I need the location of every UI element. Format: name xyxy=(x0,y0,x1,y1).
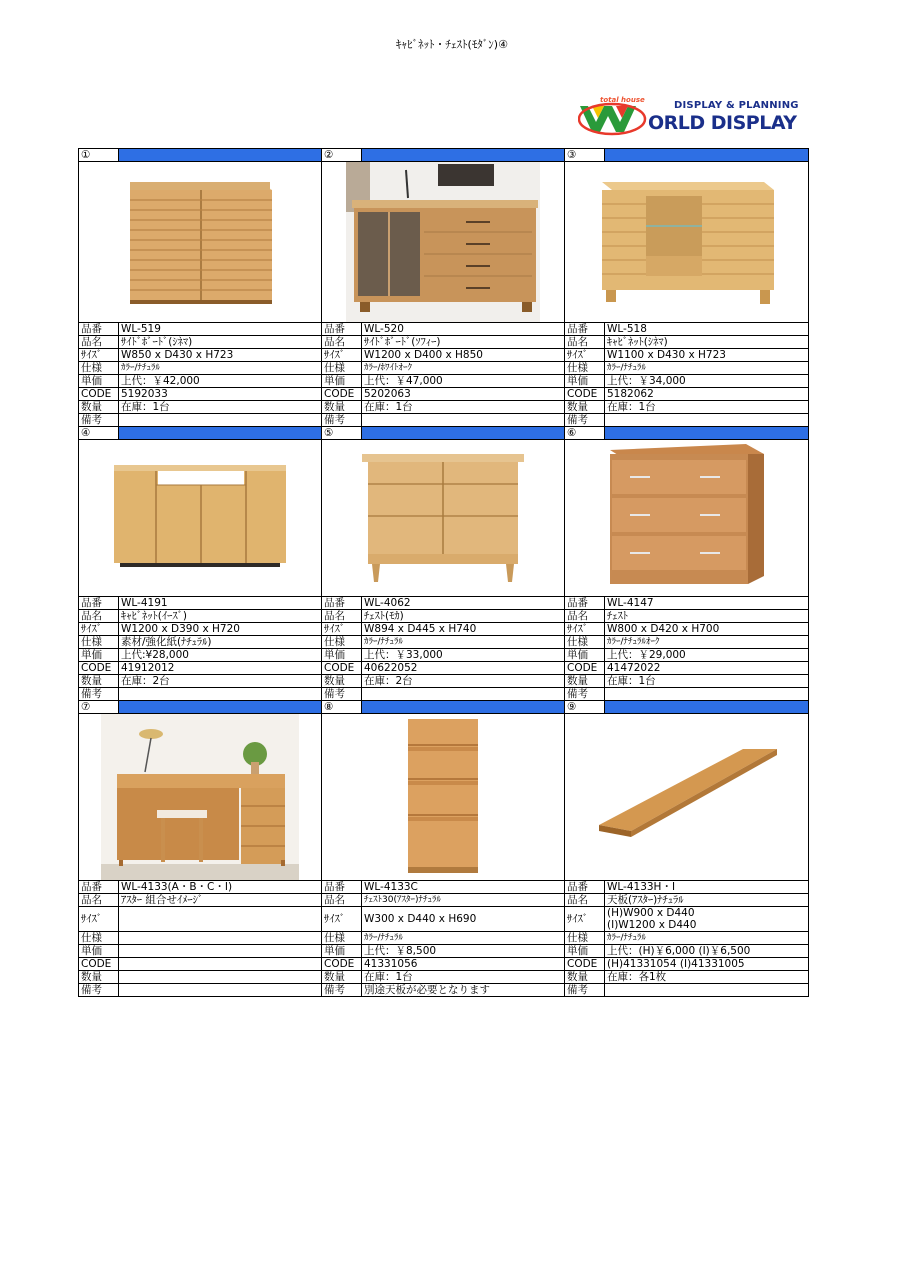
product-image-cell xyxy=(322,714,565,881)
item-number: ② xyxy=(322,149,362,162)
product-name: ｻｲﾄﾞﾎﾞｰﾄﾞ(ｿﾌｨｰ) xyxy=(362,336,565,349)
product-spec: ｶﾗｰ/ﾅﾁｭﾗﾙｵｰｸ xyxy=(605,636,809,649)
number-row xyxy=(79,427,809,440)
label: 備考 xyxy=(565,688,605,701)
label: 数量 xyxy=(79,401,119,414)
label: 品番 xyxy=(322,597,362,610)
tabletop-aster-image xyxy=(595,745,779,849)
label: CODE xyxy=(565,662,605,675)
product-size xyxy=(605,907,809,932)
product-quantity: 在庫：2台 xyxy=(362,675,565,688)
page-title: ｷｬﾋﾞﾈｯﾄ・ﾁｪｽﾄ(ﾓﾀﾞﾝ)④ xyxy=(396,38,508,51)
product-number: WL-4133(A・B・C・I) xyxy=(119,881,322,894)
product-name: ﾁｪｽﾄ30(ｱｽﾀｰ)ﾅﾁｭﾗﾙ xyxy=(362,894,565,907)
field-row xyxy=(79,688,809,701)
label: CODE xyxy=(565,388,605,401)
logo-subtitle: DISPLAY & PLANNING xyxy=(674,100,799,111)
product-name: ﾁｪｽﾄ xyxy=(605,610,809,623)
product-remarks xyxy=(119,414,322,427)
label: 備考 xyxy=(322,414,362,427)
label: 数量 xyxy=(79,675,119,688)
sideboard-cinema-image xyxy=(120,172,280,312)
label: 数量 xyxy=(322,401,362,414)
product-size: W300 x D440 x H690 xyxy=(362,907,565,932)
label: 数量 xyxy=(565,971,605,984)
label: CODE xyxy=(322,388,362,401)
field-row xyxy=(79,388,809,401)
product-sheet xyxy=(78,148,809,997)
product-quantity: 在庫：2台 xyxy=(119,675,322,688)
product-image-cell xyxy=(322,162,565,323)
product-image-cell xyxy=(565,162,809,323)
label: CODE xyxy=(79,958,119,971)
field-row xyxy=(79,414,809,427)
product-spec xyxy=(119,932,322,945)
product-size: W1200 x D390 x H720 xyxy=(119,623,322,636)
label: 単価 xyxy=(322,945,362,958)
label: 単価 xyxy=(79,375,119,388)
product-image-cell xyxy=(322,440,565,597)
label: 仕様 xyxy=(322,362,362,375)
product-size-line: (H)W900 x D440 xyxy=(607,907,695,919)
label: 備考 xyxy=(565,984,605,997)
product-name: ｷｬﾋﾞﾈｯﾄ(ｲｰｽﾞ) xyxy=(119,610,322,623)
header-bar xyxy=(362,427,565,440)
chest-moka-image xyxy=(360,450,526,586)
product-image-cell xyxy=(79,714,322,881)
header-bar xyxy=(362,149,565,162)
label: CODE xyxy=(322,958,362,971)
field-row xyxy=(79,907,809,932)
label: 単価 xyxy=(565,945,605,958)
product-price: 上代：￥8,500 xyxy=(362,945,565,958)
product-name: 天板(ｱｽﾀｰ)ﾅﾁｭﾗﾙ xyxy=(605,894,809,907)
label: 単価 xyxy=(79,945,119,958)
field-row xyxy=(79,401,809,414)
aster-combination-image xyxy=(101,714,299,880)
product-size: W1100 x D430 x H723 xyxy=(605,349,809,362)
product-number: WL-4191 xyxy=(119,597,322,610)
field-row xyxy=(79,610,809,623)
product-size: W800 x D420 x H700 xyxy=(605,623,809,636)
product-spec: ｶﾗｰ/ﾅﾁｭﾗﾙ xyxy=(605,932,809,945)
number-row xyxy=(79,701,809,714)
label: 備考 xyxy=(79,984,119,997)
product-price: 上代：￥34,000 xyxy=(605,375,809,388)
sideboard-sophie-image xyxy=(346,162,540,322)
field-row xyxy=(79,894,809,907)
field-row xyxy=(79,881,809,894)
product-image-cell xyxy=(79,440,322,597)
product-number: WL-518 xyxy=(605,323,809,336)
field-row xyxy=(79,649,809,662)
product-quantity: 在庫：1台 xyxy=(362,971,565,984)
label: 仕様 xyxy=(565,932,605,945)
label: ｻｲｽﾞ xyxy=(565,623,605,636)
label: 備考 xyxy=(322,984,362,997)
field-row xyxy=(79,945,809,958)
field-row xyxy=(79,958,809,971)
label: 仕様 xyxy=(79,636,119,649)
chest-image xyxy=(606,440,768,596)
label: 品番 xyxy=(565,323,605,336)
label: 仕様 xyxy=(565,636,605,649)
label: ｻｲｽﾞ xyxy=(79,349,119,362)
field-row xyxy=(79,636,809,649)
product-quantity: 在庫：1台 xyxy=(605,401,809,414)
label: ｻｲｽﾞ xyxy=(565,349,605,362)
wd-logo-icon xyxy=(578,102,650,136)
item-number: ⑦ xyxy=(79,701,119,714)
field-row xyxy=(79,662,809,675)
product-remarks xyxy=(605,414,809,427)
field-row xyxy=(79,336,809,349)
product-size-line: (I)W1200 x D440 xyxy=(607,919,697,931)
label: ｻｲｽﾞ xyxy=(79,907,119,932)
product-remarks xyxy=(362,414,565,427)
field-row xyxy=(79,362,809,375)
cabinet-ease-image xyxy=(112,463,288,573)
logo-wordmark: ORLD DISPLAY xyxy=(648,112,797,134)
product-spec: ｶﾗｰ/ﾅﾁｭﾗﾙ xyxy=(605,362,809,375)
label: 備考 xyxy=(79,414,119,427)
label: 備考 xyxy=(322,688,362,701)
product-name: ﾁｪｽﾄ(ﾓｶ) xyxy=(362,610,565,623)
label: 品名 xyxy=(322,336,362,349)
product-quantity: 在庫：1台 xyxy=(119,401,322,414)
label: ｻｲｽﾞ xyxy=(322,907,362,932)
image-row xyxy=(79,714,809,881)
product-size: W850 x D430 x H723 xyxy=(119,349,322,362)
header-bar xyxy=(119,149,322,162)
product-price: 上代：￥33,000 xyxy=(362,649,565,662)
product-remarks xyxy=(119,688,322,701)
label: 仕様 xyxy=(322,932,362,945)
label: 品番 xyxy=(565,597,605,610)
product-remarks: 別途天板が必要となります xyxy=(362,984,565,997)
label: 備考 xyxy=(79,688,119,701)
label: 品番 xyxy=(322,323,362,336)
number-row xyxy=(79,149,809,162)
label: 仕様 xyxy=(565,362,605,375)
label: CODE xyxy=(322,662,362,675)
label: ｻｲｽﾞ xyxy=(322,349,362,362)
product-spec: ｶﾗｰ/ﾅﾁｭﾗﾙ xyxy=(119,362,322,375)
chest30-aster-image xyxy=(406,717,480,877)
label: 品名 xyxy=(322,894,362,907)
product-spec: ｶﾗｰ/ﾅﾁｭﾗﾙ xyxy=(362,636,565,649)
label: 仕様 xyxy=(322,636,362,649)
label: 品番 xyxy=(322,881,362,894)
product-remarks xyxy=(362,688,565,701)
label: 数量 xyxy=(79,971,119,984)
field-row xyxy=(79,323,809,336)
field-row xyxy=(79,375,809,388)
product-code: 41331056 xyxy=(362,958,565,971)
product-code: 5192033 xyxy=(119,388,322,401)
product-code: 5202063 xyxy=(362,388,565,401)
item-number: ⑤ xyxy=(322,427,362,440)
product-code xyxy=(119,958,322,971)
item-number: ⑥ xyxy=(565,427,605,440)
item-number: ③ xyxy=(565,149,605,162)
product-number: WL-4133C xyxy=(362,881,565,894)
label: 数量 xyxy=(565,675,605,688)
label: ｻｲｽﾞ xyxy=(322,623,362,636)
label: 品番 xyxy=(565,881,605,894)
header-bar xyxy=(119,701,322,714)
field-row xyxy=(79,623,809,636)
label: 品番 xyxy=(79,597,119,610)
product-remarks xyxy=(605,984,809,997)
product-name: ｻｲﾄﾞﾎﾞｰﾄﾞ(ｼﾈﾏ) xyxy=(119,336,322,349)
product-remarks xyxy=(605,688,809,701)
header-bar xyxy=(119,427,322,440)
header-bar xyxy=(605,149,809,162)
cabinet-cinema-image xyxy=(594,174,780,310)
label: 品名 xyxy=(79,336,119,349)
item-number: ⑨ xyxy=(565,701,605,714)
label: 備考 xyxy=(565,414,605,427)
product-price: 上代:¥28,000 xyxy=(119,649,322,662)
field-row xyxy=(79,675,809,688)
product-code: (H)41331054 (I)41331005 xyxy=(605,958,809,971)
label: 数量 xyxy=(565,401,605,414)
label: 品名 xyxy=(79,610,119,623)
product-image-cell xyxy=(565,714,809,881)
product-spec: ｶﾗｰ/ﾅﾁｭﾗﾙ xyxy=(362,932,565,945)
logo-tagline: total house xyxy=(600,96,645,104)
product-name: ｱｽﾀｰ 組合せｲﾒｰｼﾞ xyxy=(119,894,322,907)
product-code: 41472022 xyxy=(605,662,809,675)
product-code: 41912012 xyxy=(119,662,322,675)
product-number: WL-4147 xyxy=(605,597,809,610)
header-bar xyxy=(362,701,565,714)
product-spec: ｶﾗｰ/ﾎﾜｲﾄｵｰｸ xyxy=(362,362,565,375)
product-remarks xyxy=(119,984,322,997)
product-size xyxy=(119,907,322,932)
label: ｻｲｽﾞ xyxy=(565,907,605,932)
label: CODE xyxy=(79,662,119,675)
item-number: ④ xyxy=(79,427,119,440)
product-spec: 素材/強化紙(ﾅﾁｭﾗﾙ) xyxy=(119,636,322,649)
field-row xyxy=(79,597,809,610)
product-size: W1200 x D400 x H850 xyxy=(362,349,565,362)
header-bar xyxy=(605,701,809,714)
image-row xyxy=(79,440,809,597)
label: 品名 xyxy=(565,336,605,349)
label: 単価 xyxy=(79,649,119,662)
world-display-logo xyxy=(578,98,810,140)
label: 数量 xyxy=(322,971,362,984)
label: 品番 xyxy=(79,323,119,336)
product-name: ｷｬﾋﾞﾈｯﾄ(ｼﾈﾏ) xyxy=(605,336,809,349)
product-price: 上代：￥29,000 xyxy=(605,649,809,662)
label: 数量 xyxy=(322,675,362,688)
field-row xyxy=(79,984,809,997)
product-number: WL-4133H・I xyxy=(605,881,809,894)
label: 単価 xyxy=(322,375,362,388)
label: CODE xyxy=(79,388,119,401)
label: 品名 xyxy=(322,610,362,623)
product-price xyxy=(119,945,322,958)
product-price: 上代：(H)￥6,000 (I)￥6,500 xyxy=(605,945,809,958)
label: CODE xyxy=(565,958,605,971)
product-image-cell xyxy=(79,162,322,323)
product-price: 上代：￥42,000 xyxy=(119,375,322,388)
label: 品名 xyxy=(565,610,605,623)
label: ｻｲｽﾞ xyxy=(79,623,119,636)
product-price: 上代：￥47,000 xyxy=(362,375,565,388)
product-quantity: 在庫：各1枚 xyxy=(605,971,809,984)
product-number: WL-519 xyxy=(119,323,322,336)
header-bar xyxy=(605,427,809,440)
item-number: ① xyxy=(79,149,119,162)
product-number: WL-520 xyxy=(362,323,565,336)
image-row xyxy=(79,162,809,323)
field-row xyxy=(79,932,809,945)
label: 品名 xyxy=(565,894,605,907)
label: 品番 xyxy=(79,881,119,894)
product-image-cell xyxy=(565,440,809,597)
label: 単価 xyxy=(565,375,605,388)
label: 単価 xyxy=(322,649,362,662)
product-code: 40622052 xyxy=(362,662,565,675)
label: 品名 xyxy=(79,894,119,907)
field-row xyxy=(79,349,809,362)
label: 仕様 xyxy=(79,932,119,945)
label: 仕様 xyxy=(79,362,119,375)
product-number: WL-4062 xyxy=(362,597,565,610)
label: 単価 xyxy=(565,649,605,662)
item-number: ⑧ xyxy=(322,701,362,714)
product-quantity: 在庫：1台 xyxy=(362,401,565,414)
product-size: W894 x D445 x H740 xyxy=(362,623,565,636)
product-quantity xyxy=(119,971,322,984)
product-code: 5182062 xyxy=(605,388,809,401)
product-quantity: 在庫：1台 xyxy=(605,675,809,688)
field-row xyxy=(79,971,809,984)
